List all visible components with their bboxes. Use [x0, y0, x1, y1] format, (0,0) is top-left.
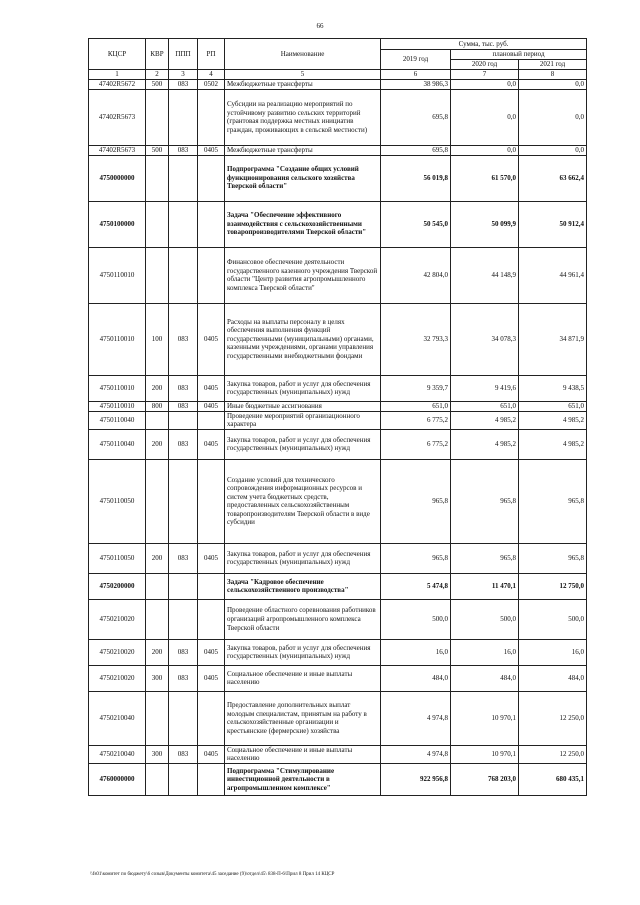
table-row: [89, 401, 587, 411]
kcsr-cell: 4750210040: [89, 745, 146, 763]
value-2019-cell: 6 775,2: [381, 429, 451, 459]
col-num-5: 5: [225, 70, 381, 80]
table-row: [89, 145, 587, 155]
name-cell: Межбюджетные трансферты: [225, 145, 381, 155]
table-row: [89, 573, 587, 599]
value-2020-cell: 965,8: [451, 543, 519, 573]
kcsr-cell: 4750110050: [89, 543, 146, 573]
col-num-3: 3: [169, 70, 198, 80]
kvr-cell: 200: [146, 639, 169, 665]
name-cell: Социальное обеспечение и иные выплаты населению: [225, 665, 381, 691]
name-cell: Закупка товаров, работ и услуг для обеспечения государственных (муниципальных) нужд: [225, 639, 381, 665]
rp-cell: 0405: [198, 745, 225, 763]
value-2019-cell: 922 956,8: [381, 763, 451, 795]
table-row: [89, 763, 587, 795]
value-2020-cell: 500,0: [451, 599, 519, 639]
value-2021-cell: 965,8: [519, 459, 587, 543]
ppp-cell: 083: [169, 375, 198, 401]
value-2021-cell: 9 438,5: [519, 375, 587, 401]
name-cell: Межбюджетные трансферты: [225, 79, 381, 89]
rp-cell: [198, 573, 225, 599]
value-2019-cell: 5 474,8: [381, 573, 451, 599]
name-cell: Создание условий для технического сопровождения информационных ресурсов и систем учета бюджетных средств, предоставленных сельскохозяйственным товаропроизводителям Тверской области в виде субсидии: [225, 459, 381, 543]
value-2019-cell: 651,0: [381, 401, 451, 411]
kcsr-cell: 4750210020: [89, 599, 146, 639]
ppp-cell: [169, 599, 198, 639]
kvr-cell: 500: [146, 145, 169, 155]
name-cell: Закупка товаров, работ и услуг для обеспечения государственных (муниципальных) нужд: [225, 375, 381, 401]
header-2019: 2019 год: [381, 50, 451, 70]
rp-cell: 0502: [198, 79, 225, 89]
ppp-cell: 083: [169, 145, 198, 155]
table-row: [89, 247, 587, 303]
ppp-cell: [169, 763, 198, 795]
kcsr-cell: 4750110040: [89, 411, 146, 429]
value-2021-cell: 484,0: [519, 665, 587, 691]
rp-cell: 0405: [198, 145, 225, 155]
header-name: Наименование: [225, 39, 381, 70]
rp-cell: [198, 247, 225, 303]
value-2019-cell: 965,8: [381, 459, 451, 543]
name-cell: Иные бюджетные ассигнования: [225, 401, 381, 411]
name-cell: Задача "Кадровое обеспечение сельскохозяйственного производства": [225, 573, 381, 599]
ppp-cell: 083: [169, 665, 198, 691]
value-2021-cell: 50 912,4: [519, 201, 587, 247]
value-2021-cell: 34 871,9: [519, 303, 587, 375]
kvr-cell: [146, 459, 169, 543]
kvr-cell: 200: [146, 375, 169, 401]
ppp-cell: 083: [169, 79, 198, 89]
value-2020-cell: 44 148,9: [451, 247, 519, 303]
col-num-6: 6: [381, 70, 451, 80]
kvr-cell: 800: [146, 401, 169, 411]
kvr-cell: [146, 599, 169, 639]
header-kvr: КВР: [146, 39, 169, 70]
value-2020-cell: 484,0: [451, 665, 519, 691]
header-numbers-row: [89, 70, 587, 80]
value-2021-cell: 44 961,4: [519, 247, 587, 303]
kcsr-cell: 4750100000: [89, 201, 146, 247]
header-row-1: [89, 39, 587, 50]
kvr-cell: [146, 691, 169, 745]
header-rp: РП: [198, 39, 225, 70]
kcsr-cell: 4750110040: [89, 429, 146, 459]
kcsr-cell: 4760000000: [89, 763, 146, 795]
kvr-cell: [146, 247, 169, 303]
ppp-cell: 083: [169, 543, 198, 573]
name-cell: Подпрограмма "Создание общих условий функционирования сельского хозяйства Тверской области": [225, 155, 381, 201]
value-2020-cell: 9 419,6: [451, 375, 519, 401]
rp-cell: [198, 763, 225, 795]
value-2021-cell: 12 750,0: [519, 573, 587, 599]
table-body: [89, 79, 587, 795]
rp-cell: [198, 155, 225, 201]
value-2019-cell: 50 545,0: [381, 201, 451, 247]
value-2019-cell: 695,8: [381, 145, 451, 155]
table-row: [89, 429, 587, 459]
rp-cell: [198, 89, 225, 145]
value-2021-cell: 12 250,0: [519, 691, 587, 745]
kvr-cell: 100: [146, 303, 169, 375]
value-2021-cell: 63 662,4: [519, 155, 587, 201]
name-cell: Финансовое обеспечение деятельности государственного казенного учреждения Тверской области "Центр развития агропромышленного комплекса Тверской области": [225, 247, 381, 303]
value-2021-cell: 12 250,0: [519, 745, 587, 763]
table-row: [89, 459, 587, 543]
ppp-cell: 083: [169, 639, 198, 665]
kvr-cell: [146, 201, 169, 247]
kvr-cell: [146, 763, 169, 795]
rp-cell: [198, 459, 225, 543]
ppp-cell: 083: [169, 745, 198, 763]
table-row: [89, 691, 587, 745]
kvr-cell: 500: [146, 79, 169, 89]
kvr-cell: 200: [146, 543, 169, 573]
value-2019-cell: 4 974,8: [381, 691, 451, 745]
table-row: [89, 89, 587, 145]
kcsr-cell: 4750200000: [89, 573, 146, 599]
value-2020-cell: 651,0: [451, 401, 519, 411]
header-sum: Сумма, тыс. руб.: [381, 39, 587, 50]
value-2020-cell: 4 985,2: [451, 411, 519, 429]
header-ppp: ППП: [169, 39, 198, 70]
kcsr-cell: 47402R5673: [89, 89, 146, 145]
value-2019-cell: 56 019,8: [381, 155, 451, 201]
rp-cell: [198, 411, 225, 429]
header-planned: плановый период: [451, 50, 587, 60]
kvr-cell: 200: [146, 429, 169, 459]
table-row: [89, 201, 587, 247]
table-row: [89, 745, 587, 763]
value-2019-cell: 965,8: [381, 543, 451, 573]
table-row: [89, 665, 587, 691]
kcsr-cell: 4750110010: [89, 375, 146, 401]
page-number: 66: [316, 22, 324, 30]
kvr-cell: [146, 411, 169, 429]
name-cell: Субсидии на реализацию мероприятий по устойчивому развитию сельских территорий (грантовая поддержка местных инициатив граждан, проживающих в сельской местности): [225, 89, 381, 145]
col-num-4: 4: [198, 70, 225, 80]
value-2020-cell: 50 099,9: [451, 201, 519, 247]
value-2020-cell: 34 078,3: [451, 303, 519, 375]
kcsr-cell: 4750110010: [89, 247, 146, 303]
value-2019-cell: 9 359,7: [381, 375, 451, 401]
kcsr-cell: 47402R5672: [89, 79, 146, 89]
col-num-1: 1: [89, 70, 146, 80]
name-cell: Социальное обеспечение и иные выплаты населению: [225, 745, 381, 763]
value-2019-cell: 32 793,3: [381, 303, 451, 375]
rp-cell: 0405: [198, 375, 225, 401]
ppp-cell: 083: [169, 401, 198, 411]
value-2019-cell: 6 775,2: [381, 411, 451, 429]
rp-cell: [198, 691, 225, 745]
value-2019-cell: 42 804,0: [381, 247, 451, 303]
value-2021-cell: 0,0: [519, 89, 587, 145]
rp-cell: 0405: [198, 303, 225, 375]
name-cell: Подпрограмма "Стимулирование инвестиционной деятельности в агропромышленном комплексе": [225, 763, 381, 795]
value-2020-cell: 965,8: [451, 459, 519, 543]
table-row: [89, 599, 587, 639]
kcsr-cell: 47402R5673: [89, 145, 146, 155]
kcsr-cell: 4750110010: [89, 401, 146, 411]
kcsr-cell: 4750110050: [89, 459, 146, 543]
value-2020-cell: 4 985,2: [451, 429, 519, 459]
rp-cell: 0405: [198, 401, 225, 411]
ppp-cell: [169, 411, 198, 429]
table-row: [89, 155, 587, 201]
header-2021: 2021 год: [519, 60, 587, 70]
kcsr-cell: 4750110010: [89, 303, 146, 375]
value-2021-cell: 0,0: [519, 145, 587, 155]
table-row: [89, 303, 587, 375]
value-2020-cell: 0,0: [451, 89, 519, 145]
name-cell: Расходы на выплаты персоналу в целях обеспечения выполнения функций государственными (муниципальными) органами, казенными учреждениями, органами управления государственными внебюджетными фондами: [225, 303, 381, 375]
kcsr-cell: 4750210020: [89, 639, 146, 665]
kcsr-cell: 4750000000: [89, 155, 146, 201]
kcsr-cell: 4750210040: [89, 691, 146, 745]
value-2020-cell: 0,0: [451, 79, 519, 89]
value-2021-cell: 680 435,1: [519, 763, 587, 795]
value-2019-cell: 484,0: [381, 665, 451, 691]
name-cell: Проведение мероприятий организационного характера: [225, 411, 381, 429]
header-kcsr: КЦСР: [89, 39, 146, 70]
col-num-7: 7: [451, 70, 519, 80]
ppp-cell: [169, 247, 198, 303]
kvr-cell: 300: [146, 665, 169, 691]
ppp-cell: [169, 459, 198, 543]
kvr-cell: [146, 155, 169, 201]
value-2020-cell: 0,0: [451, 145, 519, 155]
kvr-cell: 300: [146, 745, 169, 763]
name-cell: Закупка товаров, работ и услуг для обеспечения государственных (муниципальных) нужд: [225, 429, 381, 459]
header-2020: 2020 год: [451, 60, 519, 70]
name-cell: Закупка товаров, работ и услуг для обеспечения государственных (муниципальных) нужд: [225, 543, 381, 573]
ppp-cell: [169, 691, 198, 745]
rp-cell: [198, 201, 225, 247]
ppp-cell: [169, 89, 198, 145]
name-cell: Предоставление дополнительных выплат молодым специалистам, принятым на работу в сельскохозяйственные организации и крестьянские (фермерские) хозяйства: [225, 691, 381, 745]
kcsr-cell: 4750210020: [89, 665, 146, 691]
value-2020-cell: 10 970,1: [451, 745, 519, 763]
value-2020-cell: 16,0: [451, 639, 519, 665]
table-row: [89, 543, 587, 573]
value-2019-cell: 38 986,3: [381, 79, 451, 89]
value-2021-cell: 651,0: [519, 401, 587, 411]
col-num-2: 2: [146, 70, 169, 80]
value-2019-cell: 16,0: [381, 639, 451, 665]
kvr-cell: [146, 573, 169, 599]
kvr-cell: [146, 89, 169, 145]
table-row: [89, 79, 587, 89]
value-2020-cell: 10 970,1: [451, 691, 519, 745]
name-cell: Проведение областного соревнования работников организаций агропромышленного комплекса Тверской области: [225, 599, 381, 639]
value-2020-cell: 768 203,0: [451, 763, 519, 795]
ppp-cell: [169, 155, 198, 201]
file-path-footer: \\fs01\комитет по бюджету\6 созыв\Документы комитета\45 заседание (9)\отдел\45\ 838-П-6\Прил 8 Прил 14 КЦСР: [90, 872, 335, 877]
ppp-cell: [169, 573, 198, 599]
name-cell: Задача "Обеспечение эффективного взаимодействия с сельскохозяйственными товаропроизводителями Тверской области": [225, 201, 381, 247]
rp-cell: 0405: [198, 639, 225, 665]
budget-table: [88, 38, 587, 796]
value-2021-cell: 965,8: [519, 543, 587, 573]
rp-cell: 0405: [198, 543, 225, 573]
value-2020-cell: 11 470,1: [451, 573, 519, 599]
value-2019-cell: 4 974,8: [381, 745, 451, 763]
rp-cell: [198, 599, 225, 639]
value-2020-cell: 61 570,0: [451, 155, 519, 201]
value-2021-cell: 0,0: [519, 79, 587, 89]
ppp-cell: [169, 201, 198, 247]
value-2019-cell: 500,0: [381, 599, 451, 639]
rp-cell: 0405: [198, 429, 225, 459]
value-2019-cell: 695,8: [381, 89, 451, 145]
value-2021-cell: 16,0: [519, 639, 587, 665]
value-2021-cell: 4 985,2: [519, 411, 587, 429]
table-row: [89, 375, 587, 401]
table-row: [89, 411, 587, 429]
value-2021-cell: 500,0: [519, 599, 587, 639]
ppp-cell: 083: [169, 303, 198, 375]
col-num-8: 8: [519, 70, 587, 80]
ppp-cell: 083: [169, 429, 198, 459]
rp-cell: 0405: [198, 665, 225, 691]
value-2021-cell: 4 985,2: [519, 429, 587, 459]
table-row: [89, 639, 587, 665]
